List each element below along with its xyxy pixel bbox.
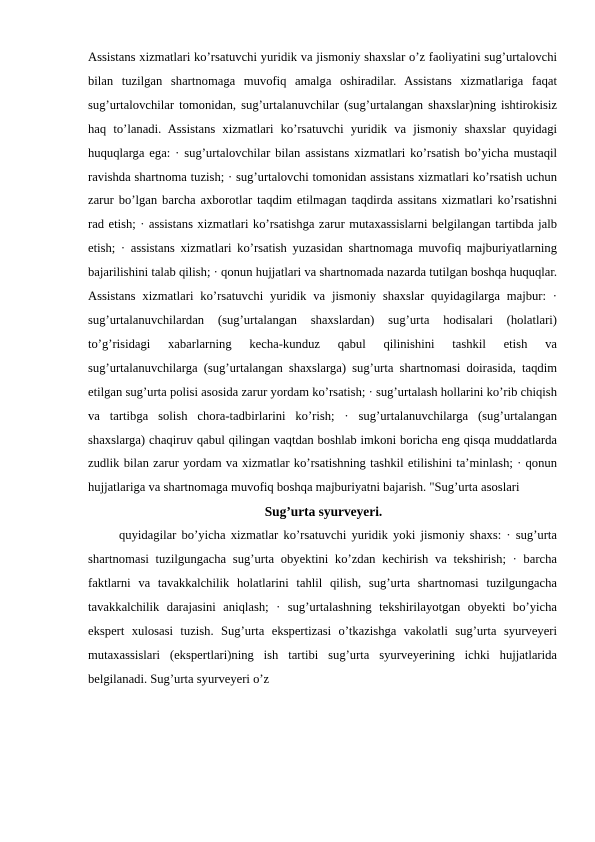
body-paragraph: quyidagilar bo’yicha xizmatlar ko’rsatuvchi yuridik yoki jismoniy shaxs: · sug’urta shartnomasi tuzilgungacha sug’urta obyektini ko’zdan kechirish va tekshirish; · barcha faktlarni va tavakkalchilik holatlarini tahlil qilish, sug’urta shartnomasi tuzilgungacha tavakkalchilik darajasini aniqlash; · sug’urtalashning tekshirilayotgan obyekti bo’yicha ekspert xulosasi tuzish. Sug’urta ekspertizasi o’tkazishga vakolatli sug’urta syurveyeri mutaxassislari (ekspertlari)ning ish tartibi sug’urta syurveyerining ichki hujjatlarida belgilanadi. Sug’urta syurveyeri o’z: [88, 528, 557, 686]
section-heading: Sug’urta syurveyeri.: [264, 504, 383, 520]
body-paragraph: Assistans xizmatlari ko’rsatuvchi yuridik va jismoniy shaxslar o’z faoliyatini sug’urtalovchi bilan tuzilgan shartnomaga muvofiq amalga oshiradilar. Assistans xizmatlariga faqat sug’urtalovchilar tomonidan, sug’urtalanuvchilar (sug’urtalangan shaxslar)ning ishtirokisiz haq to’lanadi. Assistans xizmatlari ko’rsatuvchi yuridik va jismoniy shaxslar quyidagi huquqlarga ega: · sug’urtalovchilar bilan assistans xizmatlari ko’rsatish bo’yicha mustaqil ravishda shartnoma tuzish; · sug’urtalovchi tomonidan assistans xizmatlari ko’rsatish uchun zarur bo’lgan barcha axborotlar taqdim etilmagan taqdirda assitans xizmatlari ko’rsatishni rad etish; · assistans xizmatlari ko’rsatishga zarur mutaxassislarni belgilangan tartibda jalb etish; · assistans xizmatlari ko’rsatish yuzasidan shartnomaga muvofiq majburiyatlarning bajarilishini talab qilish; · qonun hujjatlari va shartnomada nazarda tutilgan boshqa huquqlar. Assistans xizmatlari ko’rsatuvchi yuridik va jismoniy shaxslar quyidagilarga majbur: · sug’urtalanuvchilardan (sug’urtalangan shaxslardan) sug’urta hodisalari (holatlari) to’g’risidagi xabarlarning kecha-kunduz qabul qilinishini tashkil etish va sug’urtalanuvchilarga (sug’urtalangan shaxslarga) sug’urta shartnomasi doirasida, taqdim etilgan sug’urta polisi asosida zarur yordam ko’rsatish; · sug’urtalash hollarini ko’rib chiqish va tartibga solish chora-tadbirlarini ko’rish; · sug’urtalanuvchilarga (sug’urtalangan shaxslarga) chaqiruv qabul qilingan vaqtdan boshlab imkoni boricha eng qisqa muddatlarda zudlik bilan zarur yordam va xizmatlar ko’rsatishning tashkil etilishini ta’minlash; · qonun hujjatlariga va shartnomaga muvofiq boshqa majburiyatni bajarish. "Sug’urta asoslari: [88, 50, 557, 495]
document-page: [88, 46, 557, 692]
